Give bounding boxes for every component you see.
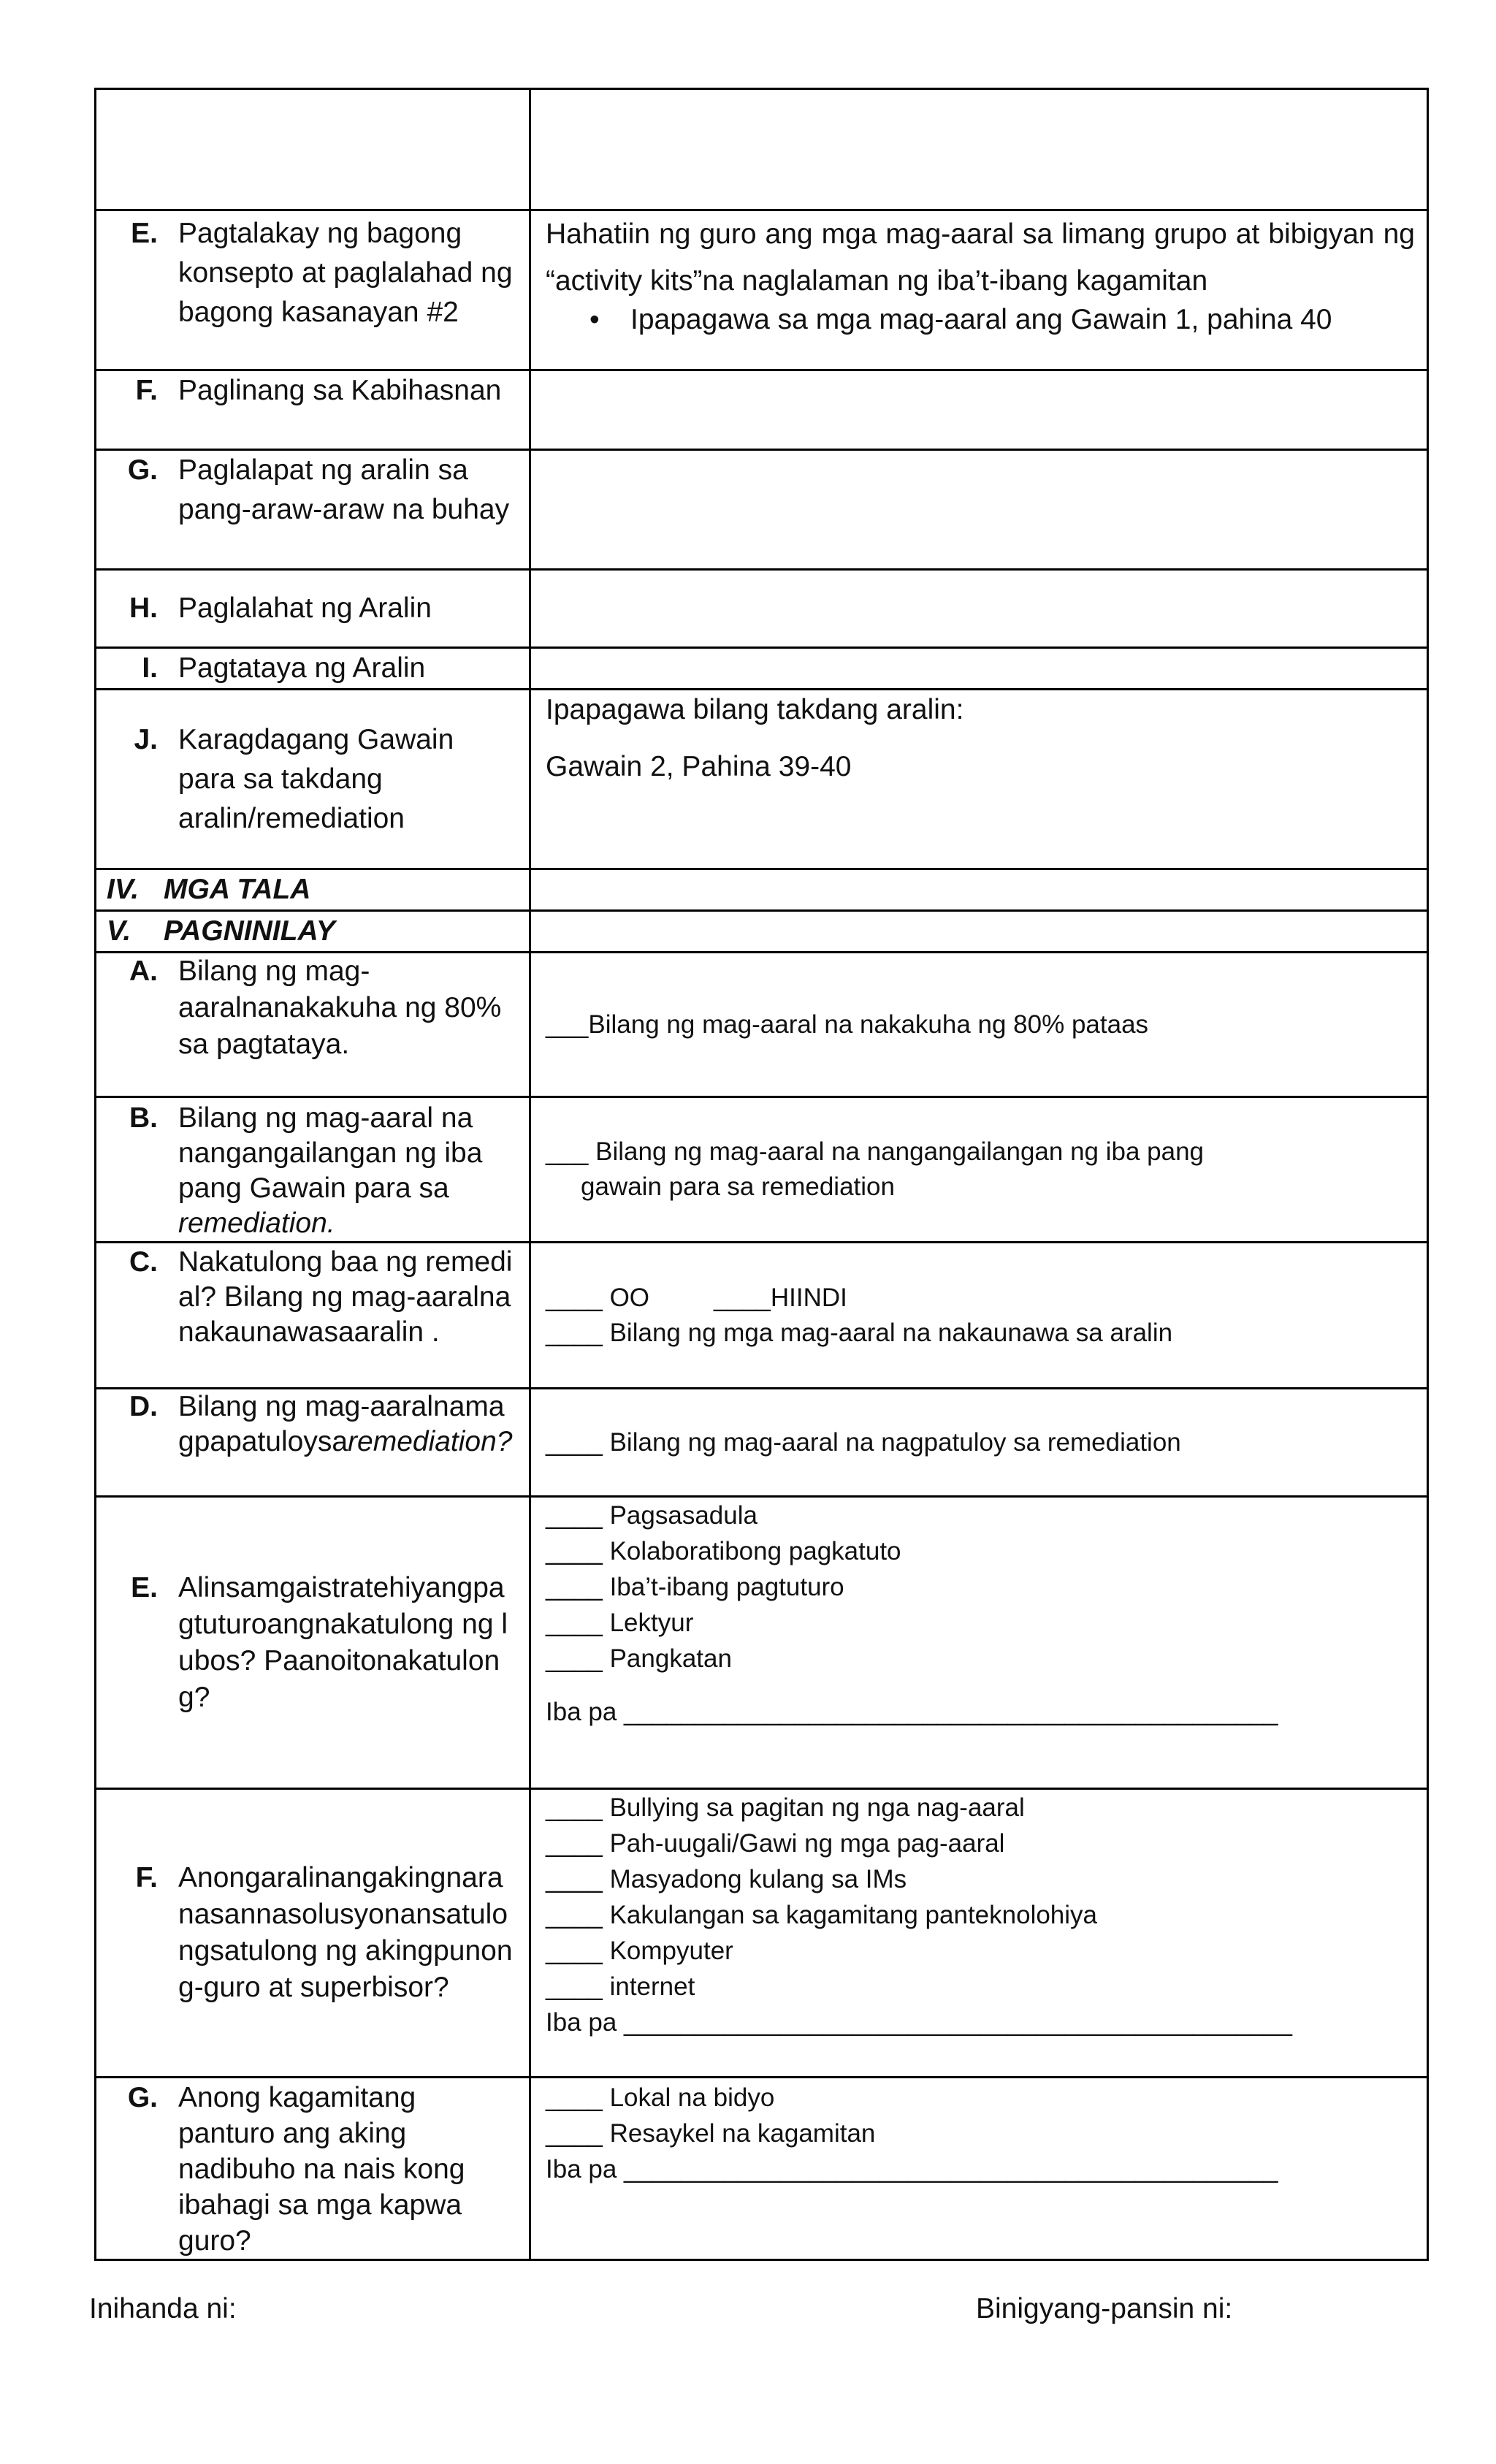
table-row — [96, 89, 1428, 210]
table-row — [96, 869, 1428, 911]
checkbox-option: ____ Bullying sa pagitan ng nga nag-aaral — [546, 1793, 1025, 1822]
item-letter: B. — [129, 1102, 158, 1134]
table-row — [96, 1497, 1428, 1789]
empty-cell — [530, 570, 1428, 648]
checkbox-option: ____ internet — [546, 1972, 695, 2001]
table-row — [96, 690, 1428, 869]
noted-by-label: Binigyang-pansin ni: — [976, 2293, 1233, 2324]
empty-cell — [530, 911, 1428, 953]
oo-option: ____ OO — [546, 1283, 650, 1312]
item-letter: E. — [131, 218, 158, 249]
table-row — [96, 2078, 1428, 2260]
checkbox-option: ____ Kompyuter — [546, 1937, 733, 1965]
blank-cell — [96, 89, 530, 210]
section-heading: IV. MGA TALA — [107, 874, 311, 905]
item-label: Anong kagamitang panturo ang aking nadibuho na nais kong ibahagi sa mga kapwa guro? — [178, 2082, 465, 2257]
section-heading: V. PAGNINILAY — [107, 915, 335, 947]
table-row — [96, 370, 1428, 450]
table-row — [96, 648, 1428, 690]
checkbox-option: ____ Lektyur — [546, 1609, 694, 1637]
other-line: Iba pa _______________________________________________ — [546, 2008, 1292, 2037]
table-row — [96, 1789, 1428, 2078]
item-letter: J. — [134, 723, 158, 755]
item-letter: E. — [131, 1571, 158, 1603]
item-label: Bilang ng mag-aaral na nangangailangan ng iba pang Gawain para sa — [178, 1102, 483, 1204]
other-line: Iba pa ______________________________________________ — [546, 2155, 1278, 2183]
table-row — [96, 911, 1428, 953]
prepared-by-label: Inihanda ni: — [89, 2293, 237, 2324]
table-row — [96, 953, 1428, 1097]
item-label: Nakatulong baa ng remedial? Bilang ng mag-aaralnanakaunawasaaralin . — [178, 1246, 513, 1348]
checkbox-option: ____ Kolaboratibong pagkatuto — [546, 1537, 901, 1565]
answer-line: ____ Bilang ng mga mag-aaral na nakaunawa sa aralin — [546, 1318, 1173, 1347]
item-label-italic: remediation? — [348, 1426, 513, 1457]
other-line: Iba pa ______________________________________________ — [546, 1698, 1278, 1726]
item-label-italic: remediation. — [178, 1208, 335, 1239]
answer-line: ___Bilang ng mag-aaral na nakakuha ng 80% pataas — [546, 1010, 1149, 1039]
item-content: Gawain 2, Pahina 39-40 — [546, 751, 852, 782]
table-row — [96, 570, 1428, 648]
empty-cell — [530, 648, 1428, 690]
item-label: Bilang ng mag-aaralnanakakuha ng 80% sa pagtataya. — [178, 956, 502, 1060]
checkbox-option: ____ Pagsasadula — [546, 1501, 757, 1530]
item-label: Anongaralinangakingnaranasannasolusyonansatulongsatulong ng akingpunong-guro at superbisor? — [178, 1862, 513, 2003]
item-letter: G. — [127, 2082, 158, 2113]
answer-line: ____ Bilang ng mag-aaral na nagpatuloy sa remediation — [546, 1427, 1181, 1457]
table-row — [96, 210, 1428, 370]
table-row — [96, 1097, 1428, 1243]
bullet-item: • Ipapagawa sa mga mag-aaral ang Gawain 1, pahina 40 — [531, 300, 1427, 340]
item-label: Pagtataya ng Aralin — [178, 652, 426, 684]
item-content: Ipapagawa bilang takdang aralin: — [546, 694, 964, 725]
empty-cell — [530, 370, 1428, 450]
table-row — [96, 1389, 1428, 1497]
item-label: Bilang ng mag-aaralnamagpapatuloysa — [178, 1391, 505, 1457]
item-letter: G. — [127, 454, 158, 486]
item-letter: D. — [129, 1391, 158, 1422]
checkbox-option: ____ Lokal na bidyo — [546, 2083, 775, 2112]
checkbox-option: ____ Kakulangan sa kagamitang panteknolohiya — [546, 1901, 1098, 1929]
item-label: Karagdagang Gawain para sa takdang aralin/remediation — [178, 723, 454, 834]
bullet-icon: • — [589, 304, 600, 335]
answer-line: ___ Bilang ng mag-aaral na nangangailangan ng iba pang — [546, 1137, 1205, 1166]
checkbox-option: ____ Masyadong kulang sa IMs — [546, 1865, 907, 1893]
answer-line: gawain para sa remediation — [581, 1172, 895, 1201]
hindi-option: ____HIINDI — [714, 1283, 847, 1312]
checkbox-option: ____ Pangkatan — [546, 1644, 732, 1673]
item-label: Paglalapat ng aralin sa pang-araw-araw na buhay — [178, 454, 510, 525]
item-letter: H. — [129, 592, 158, 624]
checkbox-option: ____ Pah-uugali/Gawi ng mga pag-aaral — [546, 1829, 1005, 1858]
item-letter: A. — [129, 956, 158, 987]
empty-cell — [530, 869, 1428, 911]
item-label: Alinsamgaistratehiyangpagtuturoangnakatulong ng lubos? Paanoitonakatulong? — [178, 1571, 508, 1713]
item-letter: I. — [142, 652, 158, 684]
checkbox-option: ____ Iba’t-ibang pagtuturo — [546, 1573, 844, 1601]
empty-cell — [530, 450, 1428, 570]
item-letter: C. — [129, 1246, 158, 1278]
item-content: Hahatiin ng guro ang mga mag-aaral sa limang grupo at bibigyan ng “activity kits”na naglalaman ng iba’t-ibang kagamitan — [546, 218, 1415, 297]
checkbox-option: ____ Resaykel na kagamitan — [546, 2119, 876, 2148]
item-label: Paglinang sa Kabihasnan — [178, 375, 502, 406]
lesson-plan-table — [94, 88, 1429, 2261]
table-row — [96, 450, 1428, 570]
table-row — [96, 1243, 1428, 1389]
item-label: Paglalahat ng Aralin — [178, 592, 432, 624]
item-letter: F. — [135, 375, 158, 406]
item-label: Pagtalakay ng bagong konsepto at paglalahad ng bagong kasanayan #2 — [178, 218, 513, 328]
blank-cell — [530, 89, 1428, 210]
item-letter: F. — [135, 1862, 158, 1893]
